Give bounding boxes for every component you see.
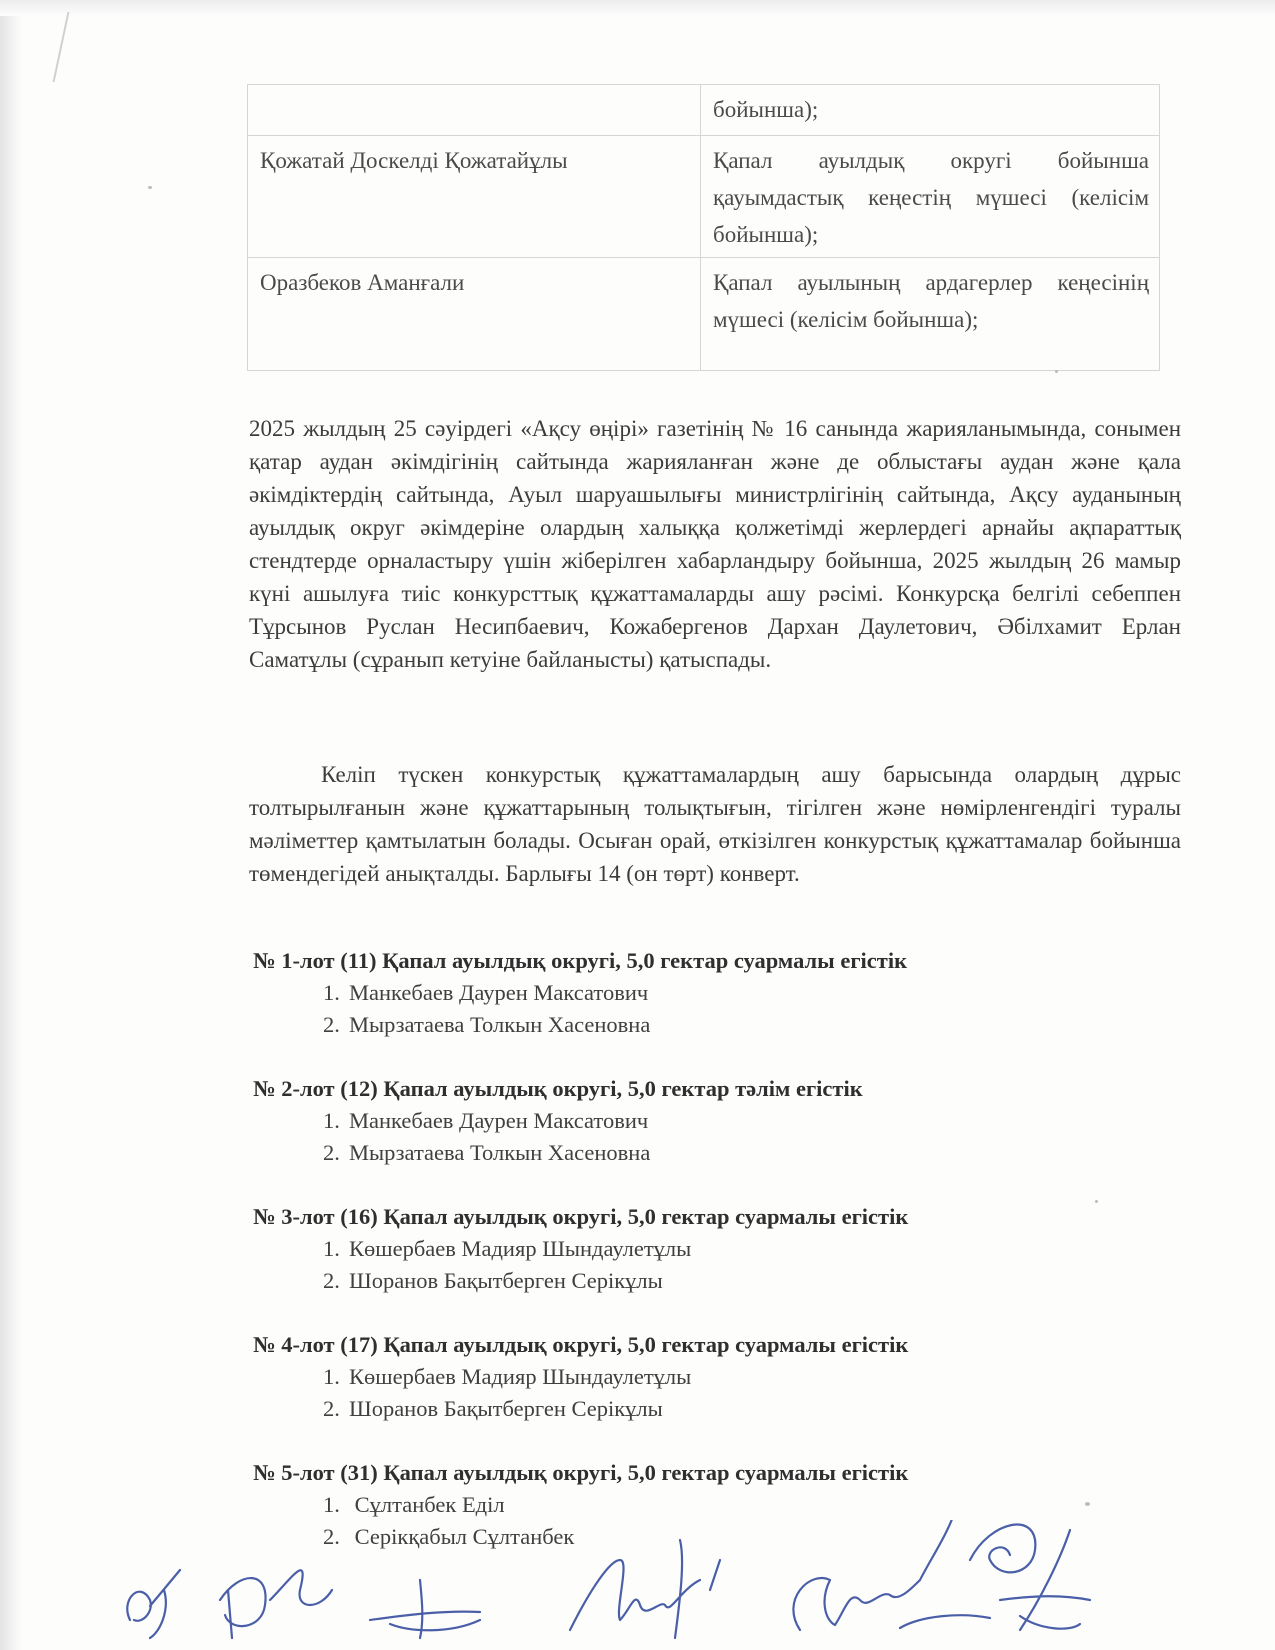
member-name-cell: Қожатай Доскелді Қожатайұлы [248,136,701,258]
signature-6 [970,1525,1090,1630]
scan-edge-shadow [0,0,22,1650]
item-number: 2. [323,1140,340,1165]
item-number: 2. [323,1524,340,1549]
applicant-name: Мырзатаева Толкын Хасеновна [349,1012,651,1037]
applicant-name: Көшербаев Мадияр Шындаулетұлы [349,1236,692,1261]
signatures-svg [120,1520,1180,1640]
list-item [323,1233,1173,1265]
member-role-cell: Қапал ауылдық округі бойынша қауымдастық кеңестің мүшесі (келісім бойынша); [701,136,1160,258]
list-item [323,1489,1173,1521]
applicant-name: Шоранов Бақытберген Серікұлы [349,1268,663,1293]
scan-speck [1085,1502,1090,1506]
item-number: 1. [323,1364,340,1389]
list-item [323,1105,1173,1137]
scan-top-edge [0,0,1275,16]
list-item [323,1361,1173,1393]
signature-4 [570,1540,720,1638]
table-row [248,258,1160,371]
item-number: 1. [323,1108,340,1133]
lot-title: № 5-лот (31) Қапал ауылдық округі, 5,0 гектар суармалы егістік [253,1460,909,1485]
announcement-paragraph: 2025 жылдың 25 сәуірдегі «Ақсу өңірі» газетінің № 16 санында жарияланымында, сонымен қатар аудан әкімдігінің сайтында жарияланған және де облыстағы аудан және қала әкімдіктердің сайтында, Ауыл шаруашылығы министрлігінің сайтында, Ақсу ауданының ауылдық округ әкімдеріне олардың халыққа қолжетімді жерлердегі арнайы ақпараттық стендтерде орналастыру үшін жіберілген хабарландыру бойынша, 2025 жылдың 26 мамыр күні ашылуға тиіс конкурсттық құжаттамаларды ашу рәсімі. Конкурсқа белгілі себеппен Тұрсынов Руслан Несипбаевич, Кожабергенов Дархан Даулетович, Әбілхамит Ерлан Саматұлы (сұранып кетуіне байланысты) қатыспады. [249,416,1181,672]
scan-speck [148,186,152,189]
applicant-name: Көшербаев Мадияр Шындаулетұлы [349,1364,692,1389]
scan-speck [1095,1200,1098,1203]
list-item [323,1009,1173,1041]
list-item [323,1137,1173,1169]
applicant-name: Манкебаев Даурен Максатович [349,1108,649,1133]
item-number: 1. [323,1236,340,1261]
applicant-name: Сұлтанбек Еділ [349,1492,505,1517]
lots-list [253,945,1173,1585]
item-number: 2. [323,1012,340,1037]
lot-2 [253,1073,1173,1169]
signature-3 [370,1580,480,1638]
item-number: 1. [323,1492,340,1517]
list-item [323,977,1173,1009]
applicant-name: Шоранов Бақытберген Серікұлы [349,1396,663,1421]
item-number: 2. [323,1396,340,1421]
signature-2 [220,1570,332,1638]
member-role-cell: Қапал ауылының ардагерлер кеңесінің мүшесі (келісім бойынша); [701,258,1160,371]
item-number: 1. [323,980,340,1005]
applicant-name: Серікқабыл Сұлтанбек [349,1524,575,1549]
lot-1 [253,945,1173,1041]
member-role-cell: бойынша); [701,85,1160,136]
member-name-cell: Оразбеков Аманғали [248,258,701,371]
signatures-row [120,1520,1180,1640]
applicant-list [253,1233,1173,1297]
lot-4 [253,1329,1173,1425]
applicant-name: Манкебаев Даурен Максатович [349,980,649,1005]
applicant-list [253,1361,1173,1425]
table-row [248,136,1160,258]
signature-1 [127,1570,180,1638]
lot-title: № 4-лот (17) Қапал ауылдық округі, 5,0 гектар суармалы егістік [253,1332,909,1357]
lot-title: № 1-лот (11) Қапал ауылдық округі, 5,0 гектар суармалы егістік [253,948,908,973]
list-item [323,1265,1173,1297]
scan-edge-mark [53,12,82,82]
applicant-name: Мырзатаева Толкын Хасеновна [349,1140,651,1165]
scan-speck [1055,370,1058,373]
lot-title: № 2-лот (12) Қапал ауылдық округі, 5,0 гектар тәлім егістік [253,1076,863,1101]
lot-title: № 3-лот (16) Қапал ауылдық округі, 5,0 гектар суармалы егістік [253,1204,909,1229]
signature-5 [793,1520,990,1630]
findings-paragraph: Келіп түскен конкурстық құжаттамалардың ашу барысында олардың дұрыс толтырылғанын және құжаттарының толықтығын, тігілген және нөмірленгендігі туралы мәліметтер қамтылатын болады. Осыған орай, өткізілген конкурстық құжаттамалар бойынша төмендегідей анықталды. Барлығы 14 (он төрт) конверт. [249,762,1181,886]
applicant-list [253,1105,1173,1169]
applicant-list [253,977,1173,1041]
list-item [323,1393,1173,1425]
member-name-cell [248,85,701,136]
table-row [248,85,1160,136]
lot-3 [253,1201,1173,1297]
item-number: 2. [323,1268,340,1293]
commission-members-table [247,84,1160,371]
